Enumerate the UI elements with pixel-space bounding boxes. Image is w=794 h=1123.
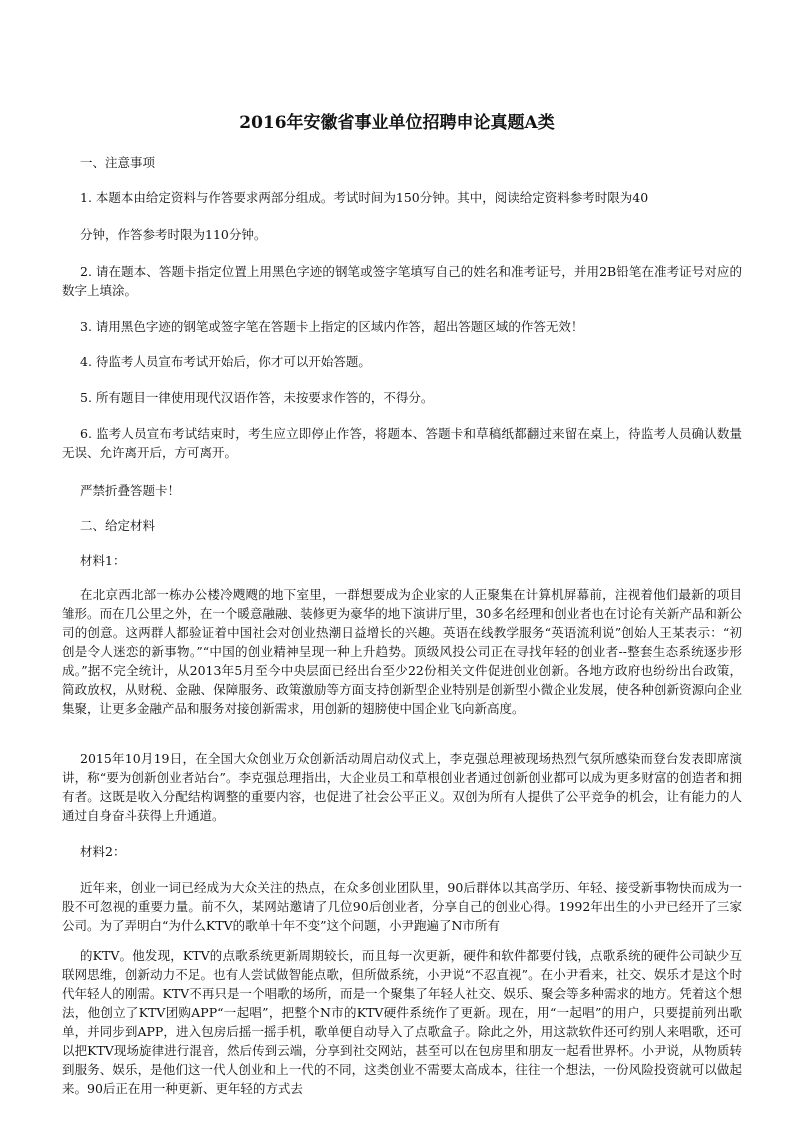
section-heading-materials: 二、给定材料 xyxy=(80,518,156,533)
document-title: 2016年安徽省事业单位招聘申论真题A类 xyxy=(239,113,555,133)
note-item-4: 4. 待监考人员宣布考试开始后，你才可以开始答题。 xyxy=(80,354,371,369)
note-item-2: 2. 请在题本、答题卡指定位置上用黑色字迹的钢笔或签字笔填写自己的姓名和准考证号，并用2B铅笔在准考证号对应的数字上填涂。 xyxy=(62,264,742,298)
note-item-3: 3. 请用黑色字迹的钢笔或签字笔在答题卡上指定的区域内作答，超出答题区域的作答无效！ xyxy=(80,319,584,334)
section-heading-notes: 一、注意事项 xyxy=(80,155,156,170)
material-2-paragraph-2: 的KTV。他发现，KTV的点歌系统更新周期较长，而且每一次更新，硬件和软件都要付钱，点歌系统的硬件公司缺少互联网思维，创新动力不足。也有人尝试做智能点歌，但所做系统，小尹说“不忍直视”。在小尹看来，社交、娱乐才是这个时代年轻人的刚需。KTV不再只是一个唱歌的场所，而是一个聚集了年轻人社交、娱乐、聚会等多种需求的地方。凭着这个想法，他创立了KTV团购APP“一起唱”，把整个N市的KTV硬件系统作了更新。现在，用“一起唱”的用户，只要提前列出歌单，并同步到APP，进入包房后摇一摇手机，歌单便自动导入了点歌盒子。除此之外，用这款软件还可约别人来唱歌，还可以把KTV现场旋律进行混音，然后传到云端，分享到社交网站，甚至可以在包房里和朋友一起看世界杯。小尹说，从物质转到服务、娱乐，是他们这一代人创业和上一代的不同，这类创业不需要太高成本，往往一个想法，一份风险投资就可以做起来。90后正在用一种更新、更年轻的方式去 xyxy=(62,948,742,1096)
material-1-paragraph-1: 在北京西北部一栋办公楼冷飕飕的地下室里，一群想要成为企业家的人正聚集在计算机屏幕前，注视着他们最新的项目雏形。而在几公里之外，在一个暖意融融、装修更为豪华的地下演讲厅里，30多名经理和创业者也在讨论有关新产品和新公司的创意。这两群人都验证着中国社会对创业热潮日益增长的兴趣。英语在线教学服务“英语流利说”创始人王某表示：“初创是令人迷恋的新事物。”“中国的创业精神呈现一种上升趋势。顶级风投公司正在寻找年轻的创业者--整套生态系统逐步形成。”据不完全统计，从2013年5月至今中央层面已经出台至少22份相关文件促进创业创新。各地方政府也纷纷出台政策，简政放权，从财税、金融、保障服务、政策激励等方面支持创新型企业特别是创新型小微企业发展，使各种创新资源向企业集聚，让更多金融产品和服务对接创新需求，用创新的翅膀使中国企业飞向新高度。 xyxy=(62,587,742,716)
material-2-label: 材料2： xyxy=(80,844,126,859)
material-1-label: 材料1： xyxy=(80,553,126,568)
note-item-6: 6. 监考人员宣布考试结束时，考生应立即停止作答，将题本、答题卡和草稿纸都翻过来留在桌上，待监考人员确认数量无误、允许离开后，方可离开。 xyxy=(62,426,742,460)
note-item-5: 5. 所有题目一律使用现代汉语作答，未按要求作答的，不得分。 xyxy=(80,390,434,405)
note-item-1b: 分钟，作答参考时限为110分钟。 xyxy=(80,227,267,242)
warning-text: 严禁折叠答题卡！ xyxy=(80,483,181,498)
note-item-1a: 1. 本题本由给定资料与作答要求两部分组成。考试时间为150分钟。其中，阅读给定资料参考时限为40 xyxy=(80,190,649,205)
material-1-paragraph-2: 2015年10月19日，在全国大众创业万众创新活动周启动仪式上，李克强总理被现场热烈气氛所感染而登台发表即席演讲，称“要为创新创业者站台”。李克强总理指出，大企业员工和草根创业者通过创新创业都可以成为更多财富的创造者和拥有者。这既是收入分配结构调整的重要内容，也促进了社会公平正义。双创为所有人提供了公平竞争的机会，让有能力的人通过自身奋斗获得上升通道。 xyxy=(62,751,742,823)
material-2-paragraph-1: 近年来，创业一词已经成为大众关注的热点，在众多创业团队里，90后群体以其高学历、年轻、接受新事物快而成为一股不可忽视的重要力量。前不久，某网站邀请了几位90后创业者，分享自己的创业心得。1992年出生的小尹已经开了三家公司。为了弄明白“为什么KTV的歌单十年不变”这个问题，小尹跑遍了N市所有 xyxy=(62,880,742,933)
